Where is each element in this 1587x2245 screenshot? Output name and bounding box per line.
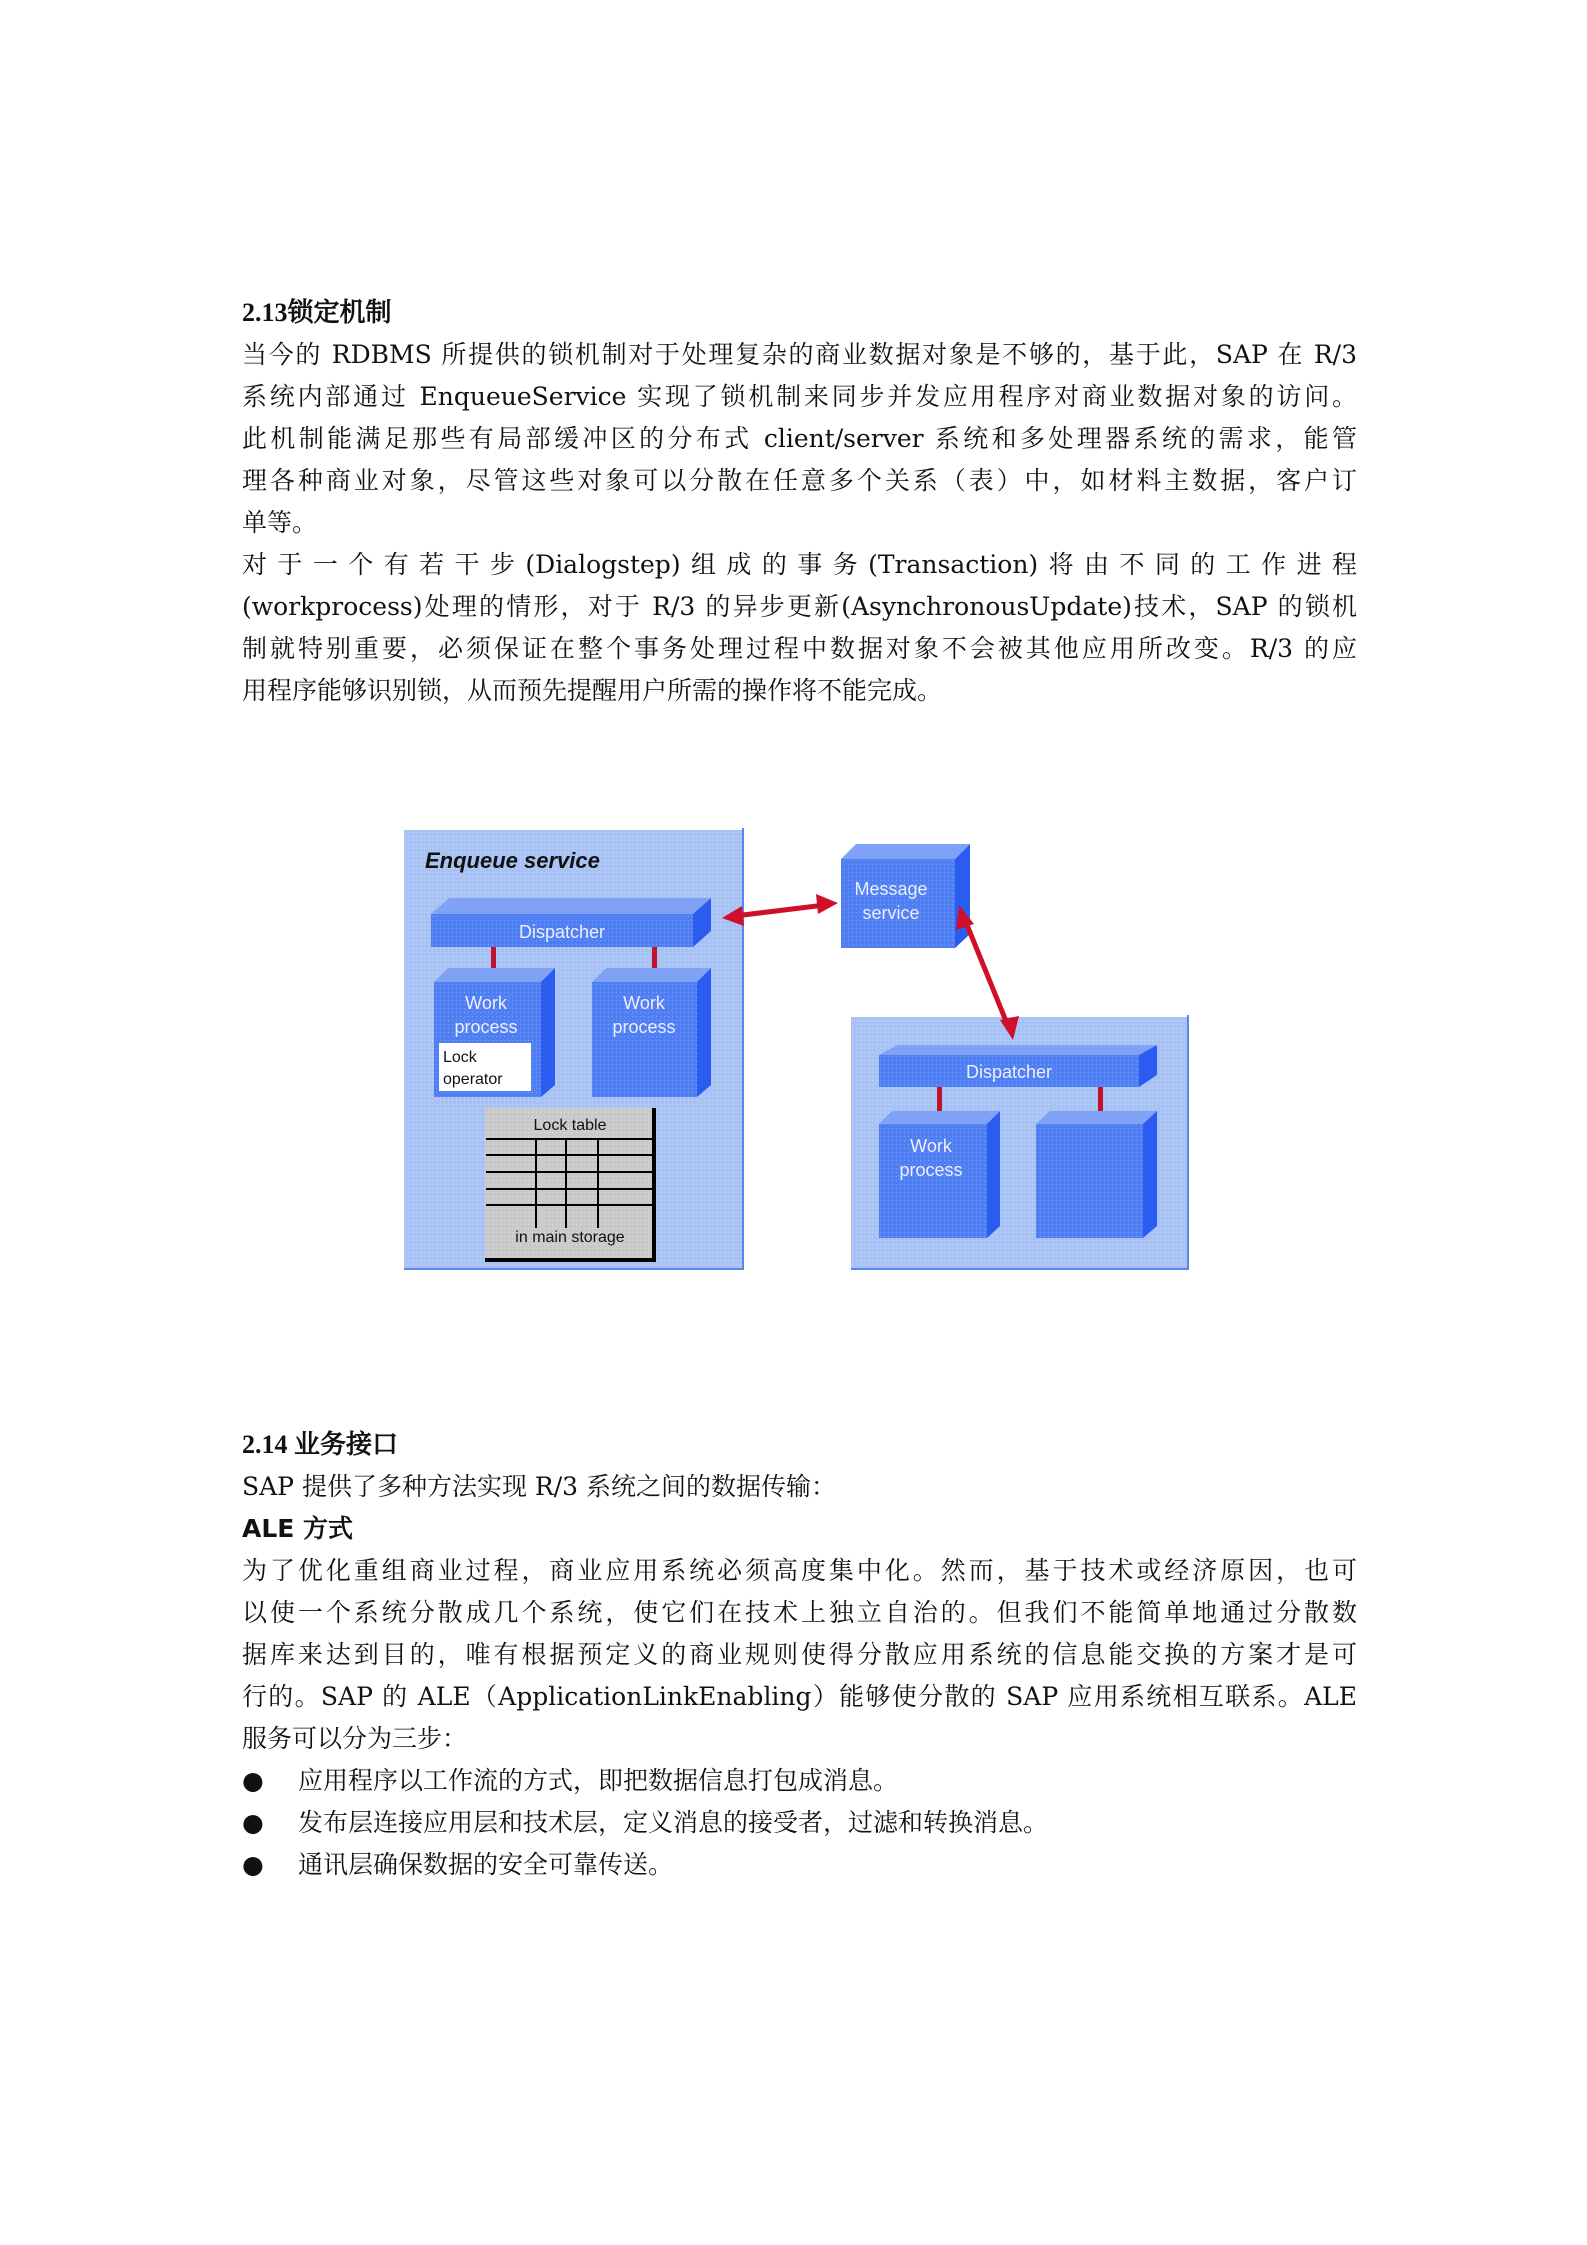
enqueue-title: Enqueue service [425, 848, 600, 873]
svg-text:process: process [899, 1160, 963, 1180]
section-heading: 2.14 业务接口 [242, 1430, 399, 1459]
work-process-block [434, 968, 555, 1097]
svg-text:Lock: Lock [443, 1049, 477, 1066]
bullet-icon: ● [242, 1850, 264, 1879]
paragraph-line: 理各种商业对象，尽管这些对象可以分散在任意多个关系（表）中，如材料主数据，客户订 [242, 466, 1357, 495]
dispatcher-label: Dispatcher [965, 1062, 1053, 1082]
list-item-text: 通讯层确保数据的安全可靠传送。 [298, 1850, 674, 1879]
paragraph-line: 行的。SAP 的 ALE（ApplicationLinkEnabling）能够使分散的 SAP 应用系统相互联系。ALE [242, 1682, 1357, 1711]
application-server-box [851, 1015, 1188, 1270]
work-process-block [592, 968, 711, 1097]
paragraph-line: 单等。 [242, 508, 318, 537]
svg-text:Work: Work [465, 993, 507, 1013]
paragraph-line: (workprocess)处理的情形，对于 R/3 的异步更新(AsynchronousUpdate)技术，SAP 的锁机 [242, 592, 1357, 621]
list-item-text: 发布层连接应用层和技术层，定义消息的接受者，过滤和转换消息。 [298, 1808, 1049, 1837]
svg-text:Work: Work [910, 1136, 952, 1156]
lock-table [485, 1108, 656, 1262]
bullet-icon: ● [242, 1808, 264, 1837]
paragraph-line: 制就特别重要，必须保证在整个事务处理过程中数据对象不会被其他应用所改变。R/3 的应 [242, 634, 1357, 663]
svg-text:process: process [612, 1017, 676, 1037]
paragraph-line: 以使一个系统分散成几个系统，使它们在技术上独立自治的。但我们不能简单地通过分散数 [242, 1598, 1357, 1627]
paragraph-line: 为了优化重组商业过程，商业应用系统必须高度集中化。然而，基于技术或经济原因，也可 [242, 1556, 1357, 1585]
paragraph-line: 对于一个有若干步(Dialogstep)组成的事务(Transaction)将由不同的工作进程 [242, 550, 1357, 579]
dispatcher-bar [431, 898, 711, 947]
subheading: ALE 方式 [242, 1514, 354, 1543]
paragraph-line: 据库来达到目的，唯有根据预定义的商业规则使得分散应用系统的信息能交换的方案才是可 [242, 1640, 1357, 1669]
section-heading: 2.13锁定机制 [242, 298, 392, 327]
paragraph-line: 系统内部通过 EnqueueService 实现了锁机制来同步并发应用程序对商业数据对象的访问。 [242, 382, 1357, 411]
enqueue-service-box [404, 828, 743, 1270]
work-process-block [1036, 1124, 1143, 1238]
svg-text:operator: operator [443, 1071, 503, 1088]
svg-text:Message: Message [854, 879, 928, 899]
list-item [242, 1808, 1048, 1838]
dispatcher-label: Dispatcher [518, 922, 606, 942]
bullet-icon: ● [242, 1766, 264, 1795]
paragraph-line: 当今的 RDBMS 所提供的锁机制对于处理复杂的商业数据对象是不够的，基于此，SAP 在 R/3 [242, 340, 1357, 369]
svg-text:Work: Work [623, 993, 665, 1013]
svg-text:service: service [862, 903, 920, 923]
paragraph-line: 用程序能够识别锁，从而预先提醒用户所需的操作将不能完成。 [242, 676, 943, 705]
intro-line: SAP 提供了多种方法实现 R/3 系统之间的数据传输： [242, 1472, 836, 1501]
svg-text:Lock table: Lock table [533, 1117, 607, 1134]
list-item [242, 1766, 898, 1796]
svg-text:process: process [454, 1017, 518, 1037]
message-service-block [841, 844, 970, 948]
paragraph-line: 此机制能满足那些有局部缓冲区的分布式 client/server 系统和多处理器系统的需求，能管 [242, 424, 1357, 453]
list-item-text: 应用程序以工作流的方式，即把数据信息打包成消息。 [298, 1766, 899, 1795]
svg-text:in main storage: in main storage [515, 1229, 625, 1246]
paragraph-line: 服务可以分为三步： [242, 1724, 468, 1753]
list-item [242, 1850, 673, 1880]
